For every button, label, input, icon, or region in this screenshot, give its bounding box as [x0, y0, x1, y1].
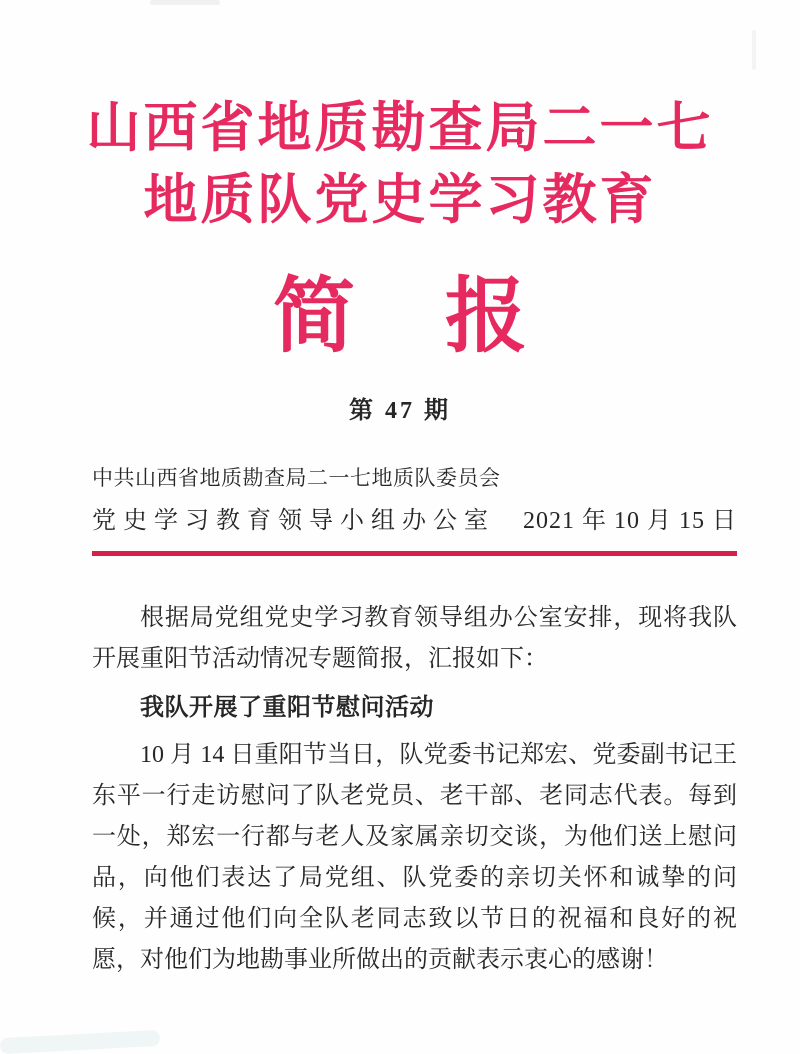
section-heading: 我队开展了重阳节慰问活动	[140, 694, 434, 721]
scan-artifact	[150, 0, 220, 5]
masthead-char-bao: 报	[445, 271, 528, 362]
main-paragraph: 10 月 14 日重阳节当日，队党委书记郑宏、党委副书记王东平一行走访慰问了队老党员、老干部、老同志代表。每到一处，郑宏一行都与老人及家属亲切交谈，为他们送上慰问品，向他们表达了局党组、队党委的亲切关怀和诚挚的问候，并通过他们向全队老同志致以节日的祝福和良好的祝愿，对他们为地勘事业所做出的贡献表示衷心的感谢！	[92, 742, 737, 973]
scan-artifact	[0, 1030, 160, 1054]
red-divider-rule	[92, 551, 737, 556]
bulletin-masthead	[0, 268, 800, 366]
body-text	[92, 598, 737, 981]
scan-artifact	[752, 30, 756, 70]
issuer-office-date-row	[92, 506, 737, 536]
masthead-char-jian: 简	[272, 271, 355, 362]
organization-title-line2: 地质队党史学习教育	[143, 170, 657, 230]
organization-title-line1: 山西省地质勘查局二一七	[86, 98, 714, 158]
intro-paragraph: 根据局党组党史学习教育领导组办公室安排，现将我队开展重阳节活动情况专题简报，汇报如下：	[92, 605, 737, 672]
issue-number: 第 47 期	[349, 398, 451, 424]
issue-date: 2021 年 10 月 15 日	[523, 508, 737, 534]
issuer-committee-line: 中共山西省地质勘查局二一七地质队委员会	[92, 467, 501, 490]
issuer-block	[92, 464, 737, 556]
issuer-office-line: 党史学习教育领导小组办公室	[92, 508, 495, 534]
document-content	[0, 464, 800, 981]
organization-title	[0, 92, 800, 236]
